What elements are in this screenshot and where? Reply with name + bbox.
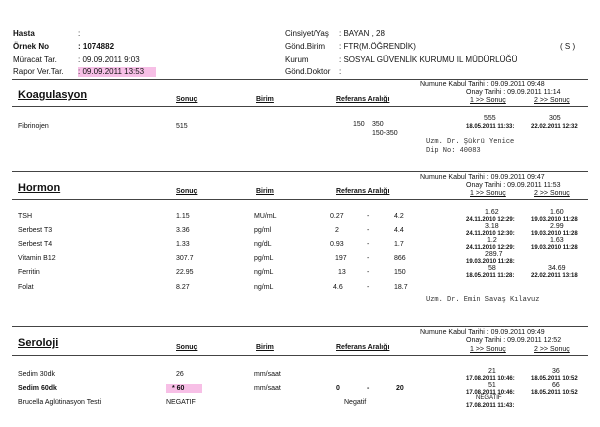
test-value: * 60 xyxy=(166,384,202,393)
prev1-date: 24.11.2010 12:30: xyxy=(466,231,515,237)
prev1-value: 21 xyxy=(488,368,496,375)
prev2-date: 22.02.2011 13:18 xyxy=(531,273,578,279)
prev2-value: 305 xyxy=(549,115,561,122)
test-name: Sedim 60dk xyxy=(18,385,57,392)
test-name: Ferritin xyxy=(18,269,40,276)
ref-range: 150-350 xyxy=(372,130,398,137)
test-value: 515 xyxy=(176,123,188,130)
doctor-name: Uzm. Dr. Emin Savaş Kılavuz xyxy=(426,296,540,304)
ornek-value: : 1074882 xyxy=(78,42,115,51)
ref-dash: - xyxy=(367,385,370,392)
ref-low: 13 xyxy=(338,269,346,276)
table-row xyxy=(0,223,600,239)
test-value: 26 xyxy=(176,371,184,378)
test-unit: ng/dL xyxy=(254,241,272,248)
test-unit: pg/ml xyxy=(254,227,272,234)
ref-low: 150 xyxy=(353,121,365,128)
ref-low: 0.93 xyxy=(330,241,344,248)
test-unit: pg/mL xyxy=(254,255,274,262)
col-prev1: 1 >> Sonuç xyxy=(470,97,506,104)
ref-dash: - xyxy=(367,255,370,262)
prev2-date: 18.05.2011 10:52 xyxy=(531,376,578,382)
ref-high: 4.4 xyxy=(394,227,404,234)
table-row xyxy=(0,251,600,267)
kurum-label: Kurum xyxy=(285,55,309,64)
test-unit: ng/mL xyxy=(254,284,274,291)
gond-birim-value: : FTR(M.ÖĞRENDİK) xyxy=(339,42,416,51)
onay-date: Onay Tarihi : 09.09.2011 11:14 xyxy=(466,89,561,96)
test-name: Vitamin B12 xyxy=(18,255,56,262)
kurum-value: : SOSYAL GÜVENLİK KURUMU IL MÜDÜRLÜĞÜ xyxy=(339,55,518,64)
col-referans: Referans Aralığı xyxy=(336,188,390,195)
cinsiyet-label: Cinsiyet/Yaş xyxy=(285,29,329,38)
table-row xyxy=(0,265,600,281)
test-unit: ng/mL xyxy=(254,269,274,276)
col-prev1: 1 >> Sonuç xyxy=(470,190,506,197)
col-sonuc: Sonuç xyxy=(176,344,198,351)
rapor-label: Rapor Ver.Tar. xyxy=(13,67,64,76)
section-title: Hormon xyxy=(18,182,61,194)
ref-dash: - xyxy=(367,241,370,248)
prev2-date: 19.03.2010 11:28 xyxy=(531,217,578,223)
ref-high: 150 xyxy=(394,269,406,276)
ref-dash: - xyxy=(367,227,370,234)
table-row xyxy=(0,237,600,253)
ref-low: 0 xyxy=(336,385,340,392)
prev2-date: 19.03.2010 11:28 xyxy=(531,231,578,237)
ref-dash: - xyxy=(367,269,370,276)
divider xyxy=(12,171,588,172)
test-value: 22.95 xyxy=(176,269,194,276)
test-name: Serbest T4 xyxy=(18,241,53,248)
col-sonuc: Sonuç xyxy=(176,188,198,195)
ref-text: Negatif xyxy=(344,399,367,406)
section-title: Koagulasyon xyxy=(18,89,88,101)
col-birim: Birim xyxy=(256,188,274,195)
ornek-label: Örnek No xyxy=(13,42,50,51)
kabul-date: Numune Kabul Tarihi : 09.09.2011 09:49 xyxy=(420,329,545,336)
prev1-date: 19.03.2010 11:28: xyxy=(466,259,515,265)
test-name: Serbest T3 xyxy=(18,227,53,234)
hasta-value: : xyxy=(78,29,81,38)
test-name: Folat xyxy=(18,284,34,291)
prev1-value: 51 xyxy=(488,382,496,389)
col-prev2: 2 >> Sonuç xyxy=(534,190,570,197)
gond-birim-extra: ( S ) xyxy=(560,42,576,51)
prev1-date: 17.08.2011 11:43: xyxy=(466,403,515,409)
test-value: 307.7 xyxy=(176,255,194,262)
cinsiyet-value: : BAYAN , 28 xyxy=(339,29,385,38)
doctor-name: Uzm. Dr. Şükrü Yenice xyxy=(426,138,515,146)
col-prev2: 2 >> Sonuç xyxy=(534,97,570,104)
prev1-date: 18.05.2011 11:33: xyxy=(466,124,515,130)
ref-low: 197 xyxy=(335,255,347,262)
kabul-date: Numune Kabul Tarihi : 09.09.2011 09:47 xyxy=(420,174,545,181)
prev2-date: 19.03.2010 11:28 xyxy=(531,245,578,251)
prev1-value: NEGATIF xyxy=(476,395,502,401)
divider xyxy=(12,326,588,327)
test-name: TSH xyxy=(18,213,32,220)
ref-high: 4.2 xyxy=(394,213,404,220)
doktor-label: Gönd.Doktor xyxy=(285,67,331,76)
section-title: Seroloji xyxy=(18,337,59,349)
gond-birim-label: Gönd.Birim xyxy=(285,42,326,51)
rapor-value: : 09.09.2011 13:53 xyxy=(78,67,156,77)
prev2-date: 22.02.2011 12:32 xyxy=(531,124,578,130)
table-row xyxy=(0,368,600,383)
prev2-value: 1.63 xyxy=(550,237,564,244)
col-prev2: 2 >> Sonuç xyxy=(534,346,570,353)
col-referans: Referans Aralığı xyxy=(336,96,390,103)
doktor-value: : xyxy=(339,67,342,76)
divider xyxy=(12,355,588,356)
ref-low: 0.27 xyxy=(330,213,344,220)
prev2-value: 1.60 xyxy=(550,209,564,216)
divider xyxy=(12,199,588,200)
test-value: 3.36 xyxy=(176,227,190,234)
ref-low: 2 xyxy=(335,227,339,234)
hasta-label: Hasta xyxy=(13,29,35,38)
prev1-value: 58 xyxy=(488,265,496,272)
col-birim: Birim xyxy=(256,344,274,351)
ref-dash: - xyxy=(367,213,370,220)
ref-low: 4.6 xyxy=(333,284,343,291)
test-value: NEGATIF xyxy=(166,399,196,406)
prev2-value: 2.99 xyxy=(550,223,564,230)
test-name: Fibrinojen xyxy=(18,123,49,130)
ref-high: 350 xyxy=(372,121,384,128)
test-unit: mm/saat xyxy=(254,371,281,378)
ref-high: 1.7 xyxy=(394,241,404,248)
divider xyxy=(12,79,588,80)
table-row xyxy=(0,382,600,397)
col-prev1: 1 >> Sonuç xyxy=(470,346,506,353)
ref-high: 18.7 xyxy=(394,284,408,291)
test-value: 8.27 xyxy=(176,284,190,291)
test-name: Sedim 30dk xyxy=(18,371,55,378)
prev1-date: 18.05.2011 11:28: xyxy=(466,273,515,279)
prev1-date: 17.08.2011 10:46: xyxy=(466,376,515,382)
prev1-value: 555 xyxy=(484,115,496,122)
kabul-date: Numune Kabul Tarihi : 09.09.2011 09:48 xyxy=(420,81,545,88)
prev2-value: 36 xyxy=(552,368,560,375)
prev2-date: 18.05.2011 10:52 xyxy=(531,390,578,396)
muracat-value: : 09.09.2011 9:03 xyxy=(78,55,140,64)
prev1-date: 24.11.2010 12:29: xyxy=(466,245,515,251)
prev2-value: 34.69 xyxy=(548,265,566,272)
col-sonuc: Sonuç xyxy=(176,96,198,103)
col-birim: Birim xyxy=(256,96,274,103)
prev1-value: 3.18 xyxy=(485,223,499,230)
test-name: Brucella Aglütinasyon Testi xyxy=(18,399,102,406)
table-row xyxy=(0,284,600,296)
onay-date: Onay Tarihi : 09.09.2011 11:53 xyxy=(466,182,561,189)
prev1-value: 289.7 xyxy=(485,251,503,258)
muracat-label: Müracat Tar. xyxy=(13,55,57,64)
col-referans: Referans Aralığı xyxy=(336,344,390,351)
ref-high: 20 xyxy=(396,385,404,392)
prev1-value: 1.62 xyxy=(485,209,499,216)
ref-dash: - xyxy=(367,284,370,291)
ref-high: 866 xyxy=(394,255,406,262)
prev1-date: 24.11.2010 12:29: xyxy=(466,217,515,223)
test-unit: mm/saat xyxy=(254,385,281,392)
prev2-value: 66 xyxy=(552,382,560,389)
table-row xyxy=(0,209,600,225)
prev1-value: 1.2 xyxy=(487,237,497,244)
table-row xyxy=(0,395,600,411)
test-value: 1.15 xyxy=(176,213,190,220)
onay-date: Onay Tarihi : 09.09.2011 12:52 xyxy=(466,337,562,344)
test-value: 1.33 xyxy=(176,241,190,248)
doctor-dip-no: Dip No: 40083 xyxy=(426,147,481,155)
prev1-date: 17.08.2011 10:46: xyxy=(466,390,515,396)
divider xyxy=(12,106,588,107)
test-unit: MU/mL xyxy=(254,213,277,220)
